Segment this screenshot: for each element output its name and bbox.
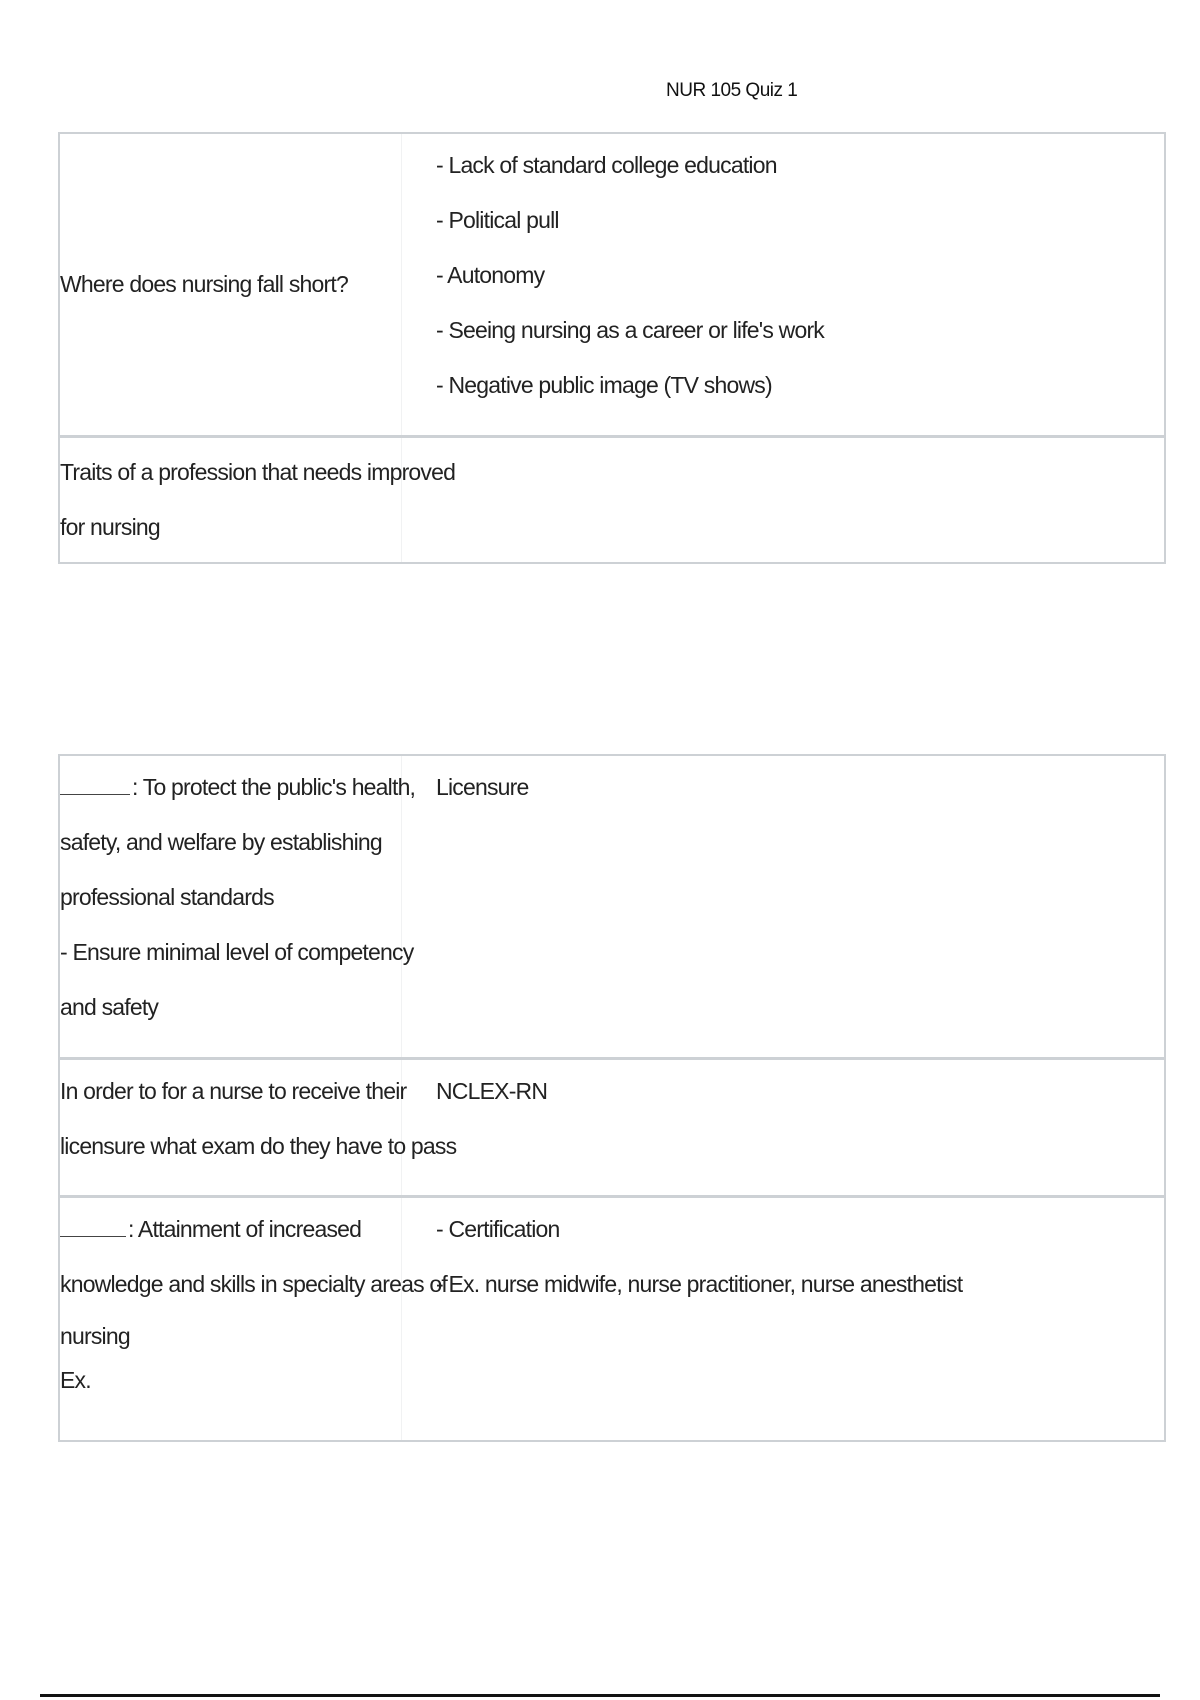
term-cell: [60, 1060, 457, 1195]
table-row: [60, 438, 1164, 562]
definition-line: - Political pull: [436, 207, 559, 233]
term-text: : Attainment of increased: [128, 1216, 362, 1242]
fill-in-blank: [60, 1236, 126, 1237]
term-line: [60, 1202, 401, 1257]
term-line: Ex.: [60, 1367, 91, 1393]
definition-line: NCLEX-RN: [436, 1078, 548, 1104]
definition-line: - Negative public image (TV shows): [436, 372, 772, 398]
table-row: [60, 756, 1164, 1060]
definition-line: - Autonomy: [436, 262, 545, 288]
page-bottom-rule: [40, 1694, 1160, 1697]
term-line: professional standards: [60, 884, 274, 910]
flashcard-table-2: [58, 754, 1166, 1442]
definition-line: - Certification: [436, 1216, 560, 1242]
table-row: [60, 134, 1164, 438]
term-line: [60, 760, 416, 815]
term-line: Traits of a profession that needs improved: [60, 459, 456, 485]
term-line: licensure what exam do they have to pass: [60, 1133, 457, 1159]
page-title: NUR 105 Quiz 1: [666, 80, 798, 101]
term-text: : To protect the public's health,: [132, 774, 416, 800]
definition-cell: [402, 1198, 1164, 1440]
definition-cell: [402, 1060, 1164, 1195]
term-line: - Ensure minimal level of competency: [60, 939, 414, 965]
definition-cell: [402, 438, 1164, 562]
definition-line: - Lack of standard college education: [436, 152, 777, 178]
term-cell: [60, 134, 402, 435]
table-row: [60, 1060, 1164, 1198]
term-line: and safety: [60, 994, 159, 1020]
flashcard-table-1: [58, 132, 1166, 564]
term-line: knowledge and skills in specialty areas of: [60, 1271, 448, 1297]
definition-line: Licensure: [436, 774, 529, 800]
table-row: [60, 1198, 1164, 1440]
definition-cell: [402, 756, 1164, 1057]
definition-cell: [402, 134, 1164, 435]
term-cell: [60, 1198, 448, 1440]
term-line: for nursing: [60, 514, 160, 540]
term-cell: [60, 756, 416, 1057]
term-line: safety, and welfare by establishing: [60, 829, 382, 855]
fill-in-blank: [60, 794, 130, 795]
definition-line: - Seeing nursing as a career or life's work: [436, 317, 825, 343]
definition-line: - Ex. nurse midwife, nurse practitioner, nurse anesthetist: [436, 1271, 963, 1297]
term-line: Where does nursing fall short?: [60, 271, 348, 297]
term-line: In order to for a nurse to receive their: [60, 1078, 407, 1104]
term-cell: [60, 438, 456, 562]
term-line: nursing: [60, 1323, 130, 1349]
